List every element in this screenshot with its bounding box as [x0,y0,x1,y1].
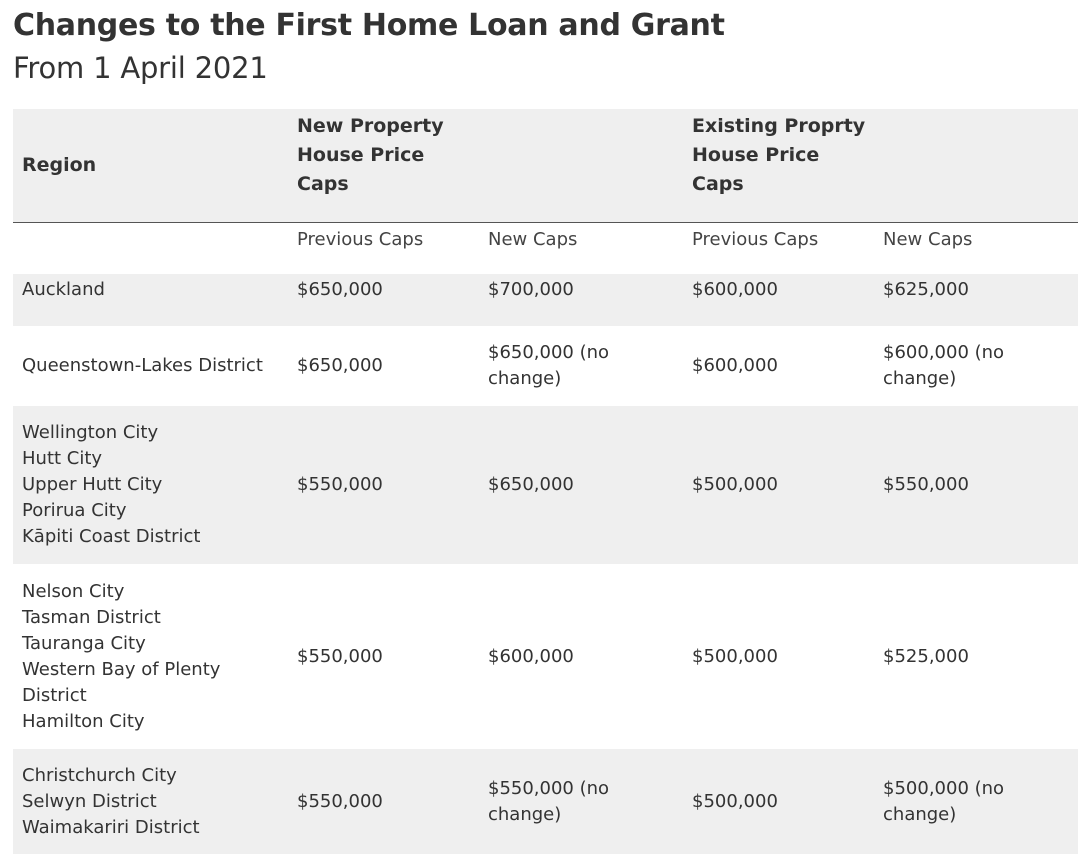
region-cell [13,749,288,854]
new-new-cap-cell [479,749,683,854]
region-cell [13,274,288,326]
new-previous-cap-cell [288,274,479,326]
region-name: Waimakariri District [22,816,200,838]
region-name: Christchurch City [22,764,177,786]
region-cell [13,326,288,406]
region-column-header [13,109,288,222]
cap-value: $600,000 [692,355,778,376]
new-new-cap-cell [479,326,683,406]
subheader-cell: Previous Caps [692,228,819,250]
new-previous-cap-cell [288,564,479,749]
cap-value: $550,000 [883,474,969,495]
table-row [13,326,1078,406]
new-property-header [288,109,683,222]
existing-new-cap-cell [874,564,1078,749]
cap-value: $550,000 [297,790,383,812]
subheader-row [13,222,1078,274]
page-title: Changes to the First Home Loan and Grant [13,8,725,43]
cap-value: $500,000 [692,645,778,667]
cap-value: $550,000 [297,645,383,667]
region-cell [13,564,288,749]
region-name: Tauranga City [22,632,146,654]
cap-value: $550,000 (no [488,777,610,799]
existing-previous-cap-cell [683,274,874,326]
cap-value: $625,000 [883,279,969,300]
region-cell [13,406,288,564]
region-name: Hutt City [22,448,103,469]
cap-value: $700,000 [488,279,574,300]
new-property-header-line: House Price [297,144,425,166]
new-new-cap-cell [479,564,683,749]
cap-value: $500,000 (no [883,777,1005,799]
new-previous-cap-cell [288,749,479,854]
existing-property-header-line: Caps [692,173,744,195]
cap-value: $500,000 [692,474,778,495]
cap-value: change) [488,803,562,825]
cap-value: change) [883,803,957,825]
region-name: Selwyn District [22,790,157,812]
subheader-cell: New Caps [488,228,578,250]
cap-value: $525,000 [883,645,969,667]
region-name: Tasman District [22,606,161,628]
cap-value: $650,000 [297,279,383,300]
price-caps-table [13,109,1078,854]
new-property-header-line: New Property [297,115,444,137]
region-name: Upper Hutt City [22,474,163,495]
cap-value: $650,000 [297,355,383,376]
existing-previous-cap-cell [683,564,874,749]
subheader-cell: Previous Caps [297,228,424,250]
existing-new-cap-cell [874,749,1078,854]
cap-value: $600,000 (no [883,342,1005,363]
cap-value: change) [883,368,957,389]
subheader-cell: New Caps [883,228,973,250]
region-name: Western Bay of Plenty [22,658,221,680]
new-new-cap-cell [479,274,683,326]
region-header-label: Region [22,153,97,176]
page-subtitle: From 1 April 2021 [13,51,268,85]
new-previous-cap-cell [288,406,479,564]
existing-previous-cap-cell [683,406,874,564]
table-row [13,749,1078,854]
region-name: Porirua City [22,500,127,521]
existing-property-header-line: House Price [692,144,820,166]
new-new-cap-cell [479,406,683,564]
cap-value: $650,000 [488,474,574,495]
table-row [13,274,1078,326]
existing-new-cap-cell [874,326,1078,406]
new-previous-cap-cell [288,326,479,406]
cap-value: $550,000 [297,474,383,495]
existing-new-cap-cell [874,406,1078,564]
table-row [13,406,1078,564]
region-name: Nelson City [22,580,125,602]
cap-value: $600,000 [692,279,778,300]
cap-value: $600,000 [488,645,574,667]
region-name: District [22,684,87,706]
table-header-row [13,109,1078,222]
cap-value: change) [488,368,562,389]
region-name: Auckland [22,279,105,300]
cap-value: $500,000 [692,790,778,812]
region-name: Kāpiti Coast District [22,526,201,547]
existing-property-header [683,109,1078,222]
new-property-header-line: Caps [297,173,349,195]
subheader-cell [13,222,288,274]
table-row [13,564,1078,749]
existing-previous-cap-cell [683,749,874,854]
existing-previous-cap-cell [683,326,874,406]
region-name: Wellington City [22,422,159,443]
region-name: Hamilton City [22,710,145,732]
cap-value: $650,000 (no [488,342,610,363]
region-name: Queenstown-Lakes District [22,355,263,376]
existing-new-cap-cell [874,274,1078,326]
existing-property-header-line: Existing Proprty [692,115,866,137]
